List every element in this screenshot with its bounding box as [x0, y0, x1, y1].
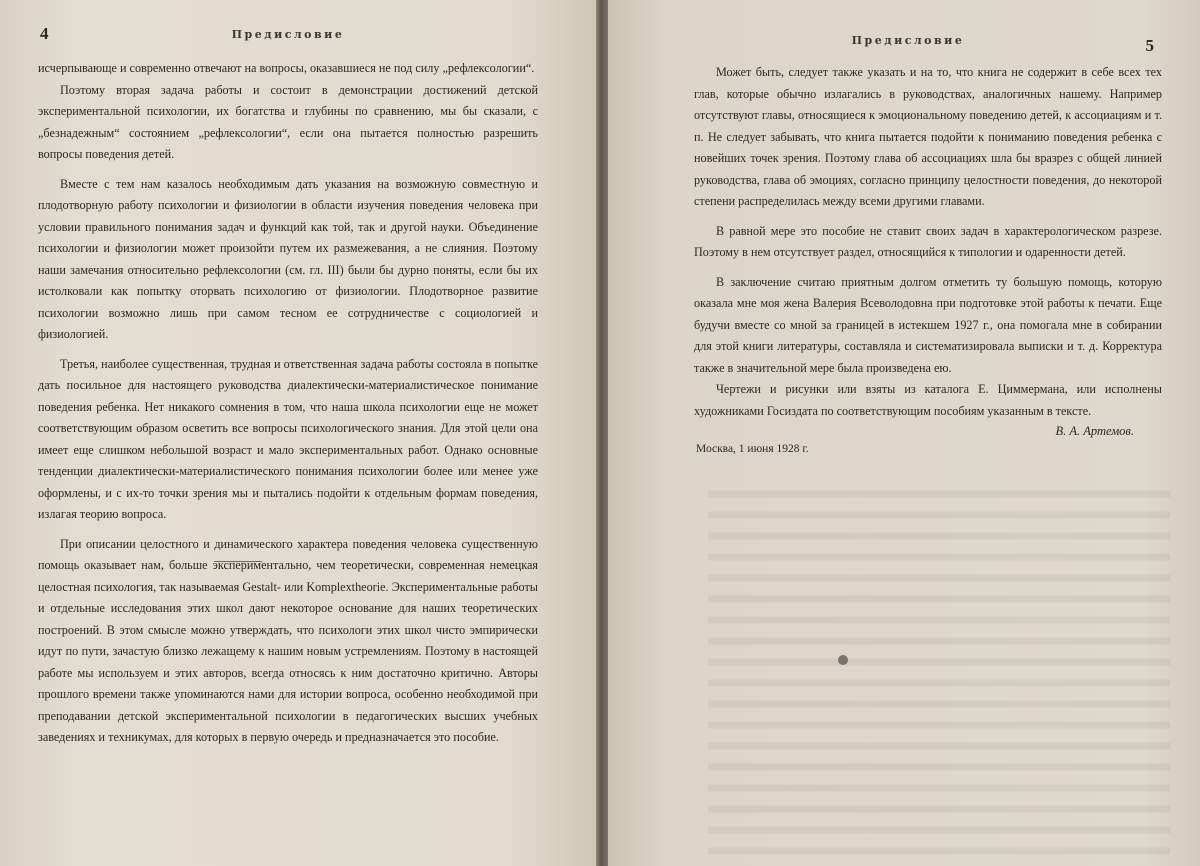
left-page-text [38, 58, 538, 749]
paragraph: Поэтому вторая задача работы и состоит в демонстрации достижений детской экспериментальной психологии, их богатства и глубины по сравнению, мы бы сказали, с „безнадежным“ состоянием „рефлексологии“, если она пытается полностью разрешить вопросы поведения детей. [38, 82, 538, 161]
paragraph: Может быть, следует также указать и на то, что книга не содержит в себе всех тех глав, которые обычно излагались в руководствах, аналогичных нашему. Например отсутствуют главы, относящиеся к эмоциональному поведению детей, к ассоциациям и т. п. Не следует забывать, что книга пытается подойти к пониманию поведения ребенка с новейших точек зрения. Поэтому глава об ассоциациях шла бы вразрез с общей линией руководства, глава об эмоциях, согласно принципу целостности поведения, до некоторой степени распределилась между всеми другими главами. [694, 65, 1162, 208]
page-number-left: 4 [40, 24, 49, 43]
paragraph: В равной мере это пособие не ставит своих задач в характерологическом разрезе. Поэтому в нем отсутствует раздел, относящийся к типологии и одаренности детей. [694, 223, 1162, 259]
paragraph: При описании целостного и динамического характера поведения человека существенную помощь оказывает нам, больше экспериментально, чем теоретически, современная немецкая целостная психология, так называемая Gestalt- или Komplextheorie. Экспериментальные работы и отдельные исследования этих школ дают некоторое основание для наших теоретических построений. В этом смысле можно утверждать, что психологи этих школ чисто эмпирически идут по пути, зачастую близко лежащему к нашим новым устремлениям. Поэтому в настоящей работе мы используем и этих авторов, всегда относясь к ним достаточно критично. Авторы прошлого времени также упоминаются нами для истории вопроса, особенно необходимой при преподавании детской экспериментальной психологии в педагогических высших учебных заведениях и техникумах, для которых в первую очередь и предназначается это пособие. [38, 536, 538, 744]
right-page-text [694, 62, 1162, 455]
ink-spot [838, 655, 848, 665]
right-running-head [694, 28, 1162, 62]
left-running-head [38, 24, 538, 58]
closing-rule [214, 561, 262, 562]
page-number-right: 5 [1145, 36, 1154, 55]
paragraph: Вместе с тем нам казалось необходимым дать указания на возможную совместную и плодотворную работу психологии и физиологии в области изучения поведения человека при условии правильного понимания задач и функций как той, так и другой науки. Объединение психологии и физиологии может произойти путем их размежевания, а не слияния. Поэтому наши замечания относительно рефлексологии (см. гл. III) были бы дурно поняты, если бы их истолковали как попытку оторвать психологию от физиологии. Плодотворное развитие психологии возможно лишь при самом тесном ее сотрудничестве с социологией и физиологией. [38, 176, 538, 341]
author-signature: В. А. Артемов. [1055, 424, 1134, 438]
left-page [0, 0, 596, 866]
paragraph: Чертежи и рисунки или взяты из каталога Е. Циммермана, или исполнены художниками Госиздата по соответствующим пособиям указанным в тексте. [694, 382, 1162, 418]
running-head-title-right: Предисловие [851, 34, 965, 47]
running-head-title-left: Предисловие [231, 28, 345, 41]
paragraph: исчерпывающе и современно отвечают на вопросы, оказавшиеся не под силу „рефлексологии“. [38, 61, 535, 75]
place-and-date: Москва, 1 июня 1928 г. [696, 443, 809, 455]
book-gutter [596, 0, 608, 866]
paragraph: В заключение считаю приятным долгом отметить ту большую помощь, которую оказала мне моя жена Валерия Всеволодовна при подготовке этой работы к печати. Еще будучи вместе со мной за границей в истекшем 1927 г., она помогала мне в собирании для этой книги литературы, составляла и систематизировала выписки и т. д. Корректура также в значительной мере была произведена ею. [694, 274, 1162, 375]
show-through-texture [708, 480, 1170, 866]
paragraph: Третья, наиболее существенная, трудная и ответственная задача работы состояла в попытке дать посильное для настоящего руководства диалектически-материалистическое понимание поведения ребенка. Нет никакого сомнения в том, что наша школа психологии еще не может соответствующим образом осветить все вопросы психологического знания. Для этой цели она имеет еще слишком небольшой возраст и мало экспериментальных работ. Однако основные тенденции диалектически-материалистического понимания психологии более или менее уже оформлены, и с их-то точки зрения мы и пытались подойти к отдельным формам поведения, излагая теорию вопроса. [38, 356, 538, 521]
right-page [608, 0, 1200, 866]
